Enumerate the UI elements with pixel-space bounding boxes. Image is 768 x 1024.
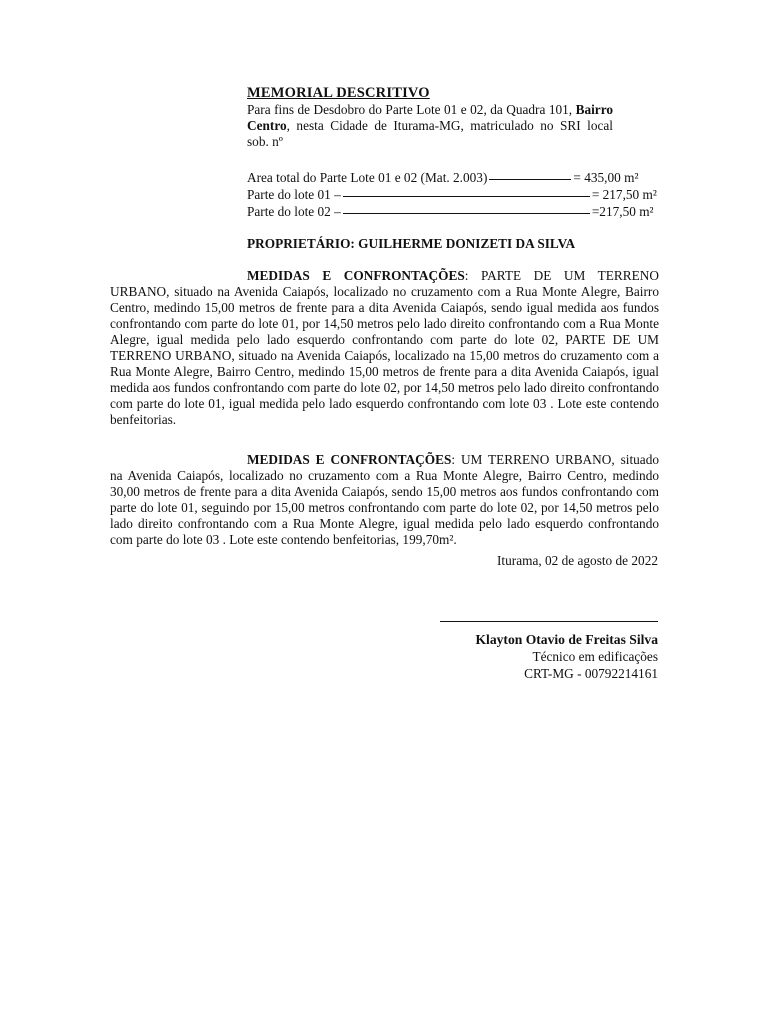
area-row-lote-02 [247,204,657,221]
signer-role: Técnico em edificações [532,649,658,664]
fill-line [343,196,590,197]
document-title: MEMORIAL DESCRITIVO [247,85,430,101]
section-heading: MEDIDAS E CONFRONTAÇÕES [247,268,465,283]
dateline: Iturama, 02 de agosto de 2022 [497,553,658,568]
area-label: Parte do lote 01 – [247,187,341,202]
area-row-total [247,170,657,187]
signer-block [475,631,658,682]
area-value: =217,50 m² [591,204,654,219]
confrontation-section-1 [110,268,659,428]
section-text: : UM TERRENO URBANO, situado na Avenida Caiapós, localizado no cruzamento com a Rua Monte Alegre, Bairro Centro, medindo 30,00 metros de frente para a dita Avenida Caiapós, sendo 15,00 metros aos fundos confrontando com parte do lote 01, seguindo por 15,00 metros confrontando com parte do lote 02, por 14,50 metros pelo lado direito confrontando com a Rua Monte Alegre, igual medida pelo lado esquerdo confrontando com parte do lote 03 . Lote este contendo benfeitorias, 199,70m². [110,452,659,547]
area-value: = 217,50 m² [591,187,657,202]
confrontation-section-2 [110,452,659,548]
section-text: : PARTE DE UM TERRENO URBANO, situado na Avenida Caiapós, localizado no cruzamento com a Rua Monte Alegre, Bairro Centro, medindo 15,00 metros de frente para a dita Avenida Caiapós, sendo igual medida aos fundos confrontando com parte do lote 01, por 14,50 metros pelo lado direito confrontando com a Rua Monte Alegre, igual medida pelo lado esquerdo confrontando com parte do lote 02, PARTE DE UM TERRENO URBANO, situado na Avenida Caiapós, localizado na 15,00 metros do cruzamento com a Rua Monte Alegre, Bairro Centro, medindo 15,00 metros de frente para a dita Avenida Caiapós, igual medida aos fundos confrontando com parte do lote 02, por 14,50 metros pelo lado direito confrontando com parte do lote 01, igual medida pelo lado esquerdo confrontando com lote 03 . Lote este contendo benfeitorias. [110,268,659,427]
intro-text-1: Para fins de Desdobro do Parte Lote 01 e 02, da Quadra 101, [247,102,573,117]
area-row-lote-01 [247,187,657,204]
owner-line: PROPRIETÁRIO: GUILHERME DONIZETI DA SILVA [247,236,576,251]
intro-bold-text: Bairro Centro [247,102,614,133]
area-label: Parte do lote 02 – [247,204,341,219]
section-heading: MEDIDAS E CONFRONTAÇÕES [247,452,452,467]
area-value: = 435,00 m² [573,170,639,185]
signature-line [440,621,658,622]
area-table [247,170,657,221]
fill-line [489,179,571,180]
fill-line [343,213,590,214]
signer-registration: CRT-MG - 00792214161 [524,666,658,681]
signer-name: Klayton Otavio de Freitas Silva [475,632,658,647]
intro-text-2: , nesta Cidade de Iturama-MG, matriculado no SRI local sob. nº [247,118,613,149]
intro-paragraph [247,102,613,150]
area-label: Area total do Parte Lote 01 e 02 (Mat. 2.003) [247,170,488,185]
